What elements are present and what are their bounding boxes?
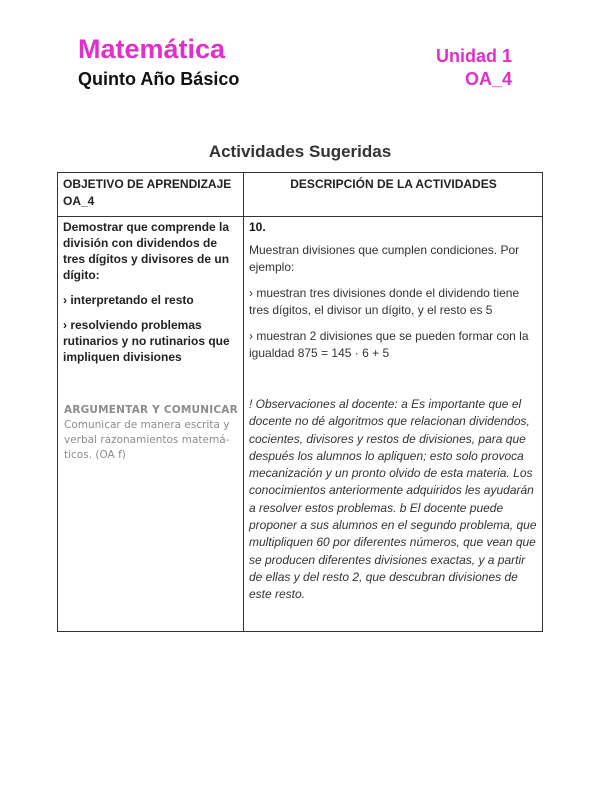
objective-text: Demostrar que comprende la división con dividendos de tres dígitos y divisores de un dígito: bbox=[63, 220, 230, 282]
skill-description: Comunicar de manera escrita y verbal razonamientos matemá-ticos. (OA f) bbox=[64, 419, 230, 461]
activities-table bbox=[57, 172, 543, 632]
unit-label: Unidad 1 bbox=[435, 46, 512, 66]
description-cell bbox=[249, 219, 537, 362]
activity-number: 10. bbox=[249, 220, 266, 234]
activity-bullet-2: › muestran 2 divisiones que se pueden formar con la igualdad 875 = 145 · 6 + 5 bbox=[249, 329, 529, 360]
row-divider bbox=[58, 216, 542, 217]
oa-label: OA_4 bbox=[464, 69, 512, 89]
subject-title: Matemática bbox=[78, 34, 226, 64]
grade-title: Quinto Año Básico bbox=[78, 69, 240, 89]
column-divider bbox=[243, 173, 244, 631]
teacher-observations: ! Observaciones al docente: a Es importante que el docente no dé algoritmos que relacionan dividendos, cocientes, divisores y restos de divisiones, para que después los alumnos lo apliquen; esto solo provoca mecanización y un pronto olvido de esta materia. Los conocimientos anteriormente adquiridos les ayudarán a resolver estos problemas. b El docente puede proponer a sus alumnos en el segundo problema, que multipliquen 60 por diferentes números, que vean que se producen diferentes divisiones exactas, y a partir de ellas y del resto 2, que descubran divisiones de este resto. bbox=[249, 397, 537, 602]
section-title: Actividades Sugeridas bbox=[208, 142, 392, 161]
header-objective: OBJETIVO DE APRENDIZAJE OA_4 bbox=[63, 177, 232, 208]
activity-intro: Muestran divisiones que cumplen condiciones. Por ejemplo: bbox=[249, 243, 520, 274]
objective-bullet-1: › interpretando el resto bbox=[63, 293, 194, 307]
activity-bullet-1: › muestran tres divisiones donde el dividendo tiene tres dígitos, el divisor un dígito, y el resto es 5 bbox=[249, 286, 520, 317]
skill-block bbox=[64, 403, 239, 463]
header-description: DESCRIPCIÓN DE LA ACTIVIDADES bbox=[290, 177, 497, 191]
objective-cell bbox=[63, 219, 241, 365]
skill-title: ARGUMENTAR Y COMUNICAR bbox=[64, 404, 238, 416]
objective-bullet-2: › resolviendo problemas rutinarios y no rutinarios que impliquen divisiones bbox=[63, 318, 230, 364]
